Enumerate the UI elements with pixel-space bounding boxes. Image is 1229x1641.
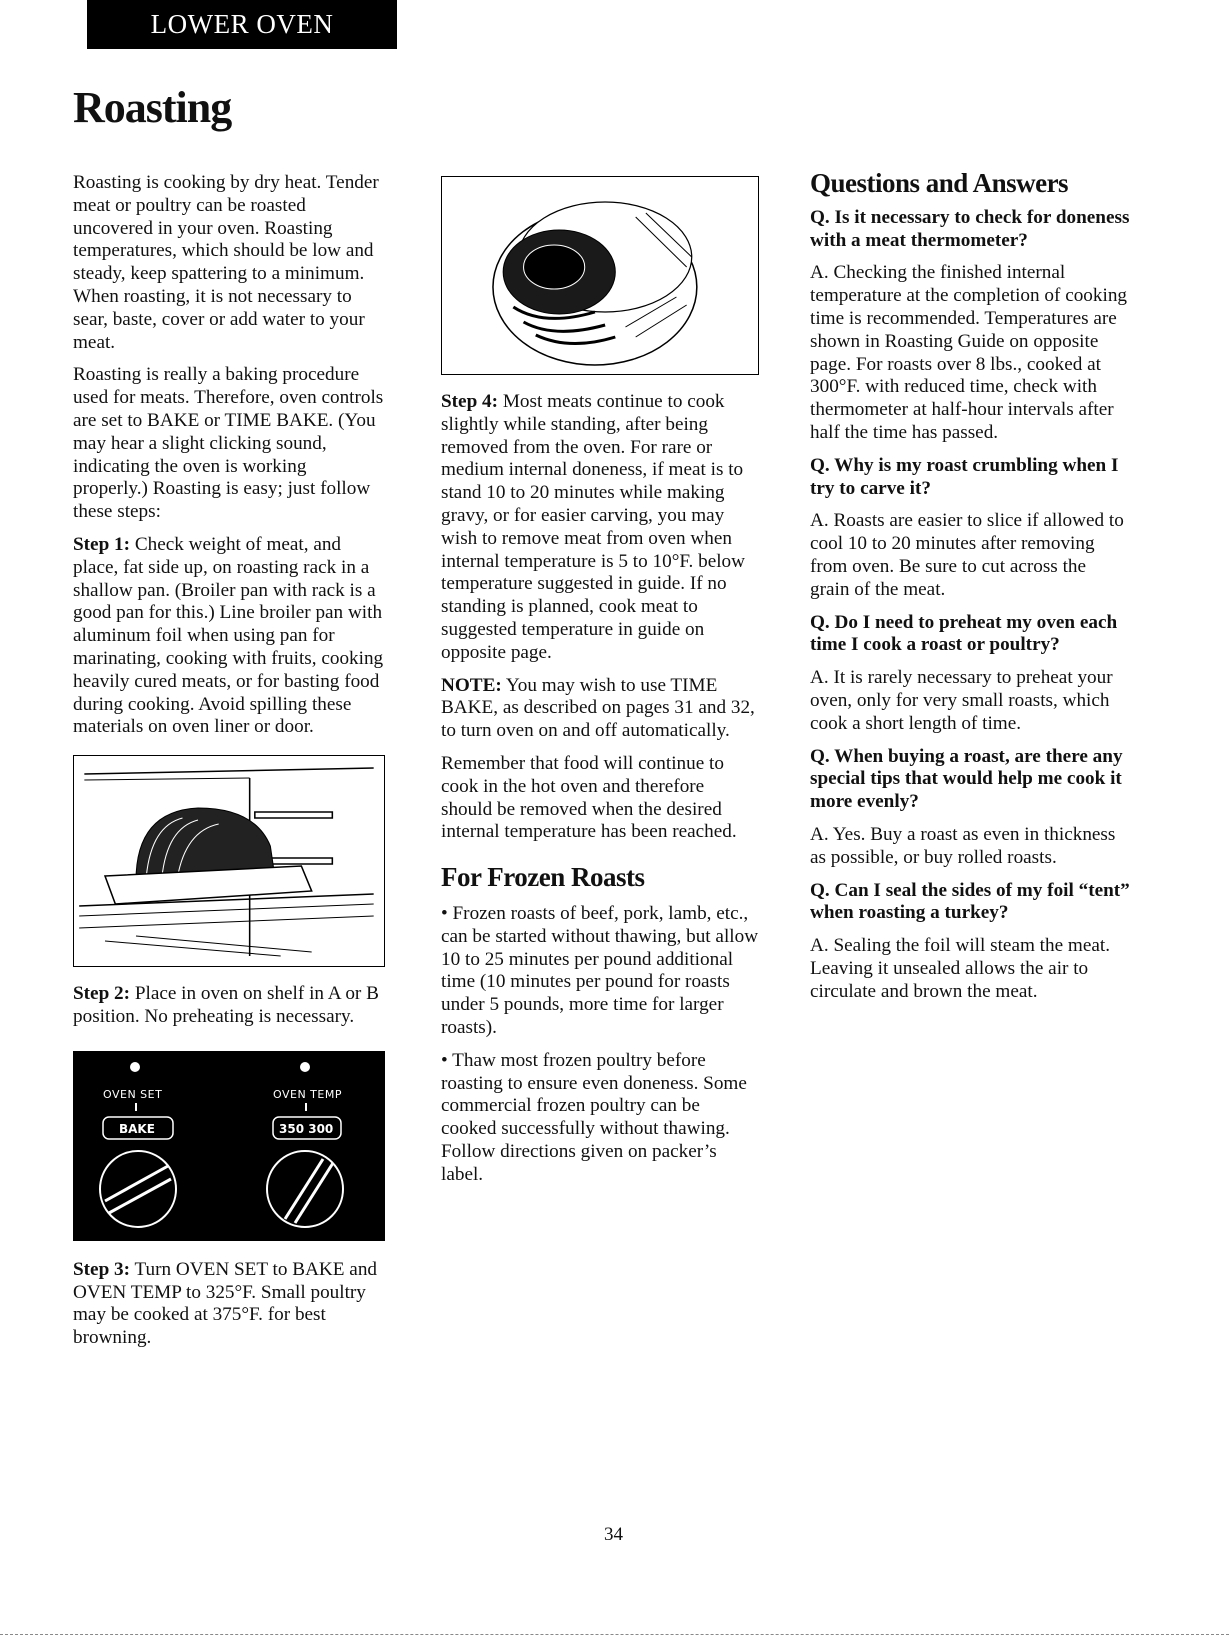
- step-4-text: Most meats continue to cook slightly while standing, after being removed from the oven. For rare or medium internal doneness, if meat is to stand 10 to 20 minutes while making gravy, or for easier carving, you may wish to remove meat from oven when internal temperature is 5 to 10°F. below temperature suggested in guide. If no standing is planned, cook meat to suggested temperature in guide on opposite page.: [441, 391, 746, 663]
- page-number: 34: [604, 1524, 623, 1545]
- qa-item: [810, 612, 1130, 736]
- roast-on-rack-illustration: [73, 755, 385, 967]
- answer-text: A. Sealing the foil will steam the meat. Leaving it unsealed allows the air to circulate and brown the meat.: [810, 935, 1111, 1002]
- answer-text: A. Roasts are easier to slice if allowed to cool 10 to 20 minutes after removing from oven. Be sure to cut across the grain of the meat.: [810, 510, 1124, 600]
- section-header-label: LOWER OVEN: [150, 9, 334, 39]
- qa-item: [810, 746, 1130, 870]
- qa-item: [810, 455, 1130, 602]
- step-1-label: Step 1:: [73, 533, 131, 555]
- step-4-label: Step 4:: [441, 391, 499, 412]
- qa-item: [810, 207, 1130, 445]
- note-paragraph: [441, 675, 759, 743]
- note-text: You may wish to use TIME BAKE, as described on pages 31 and 32, to turn oven on and off automatically.: [441, 674, 755, 742]
- answer-text: A. It is rarely necessary to preheat your oven, only for very small roasts, which cook a short length of time.: [810, 667, 1113, 734]
- frozen-bullet-2: • Thaw most frozen poultry before roasting to ensure even doneness. Some commercial frozen poultry can be cooked successfully without thawing. Follow directions given on packer’s label.: [441, 1049, 747, 1185]
- step-2-paragraph: [73, 983, 385, 1029]
- column-left: [73, 172, 385, 1360]
- oven-temp-label: OVEN TEMP: [273, 1087, 342, 1101]
- oven-control-panel-illustration: [73, 1051, 385, 1241]
- note-label: NOTE:: [441, 674, 502, 696]
- page-title: Roasting: [73, 83, 232, 132]
- temp-dial-label: 350 300: [279, 1121, 334, 1136]
- step-1-paragraph: [73, 534, 385, 739]
- step-3-label: Step 3:: [73, 1258, 131, 1280]
- section-header-band: [87, 0, 397, 49]
- step-2-label: Step 2:: [73, 983, 131, 1005]
- column-middle: [441, 176, 759, 1197]
- question-text: Q. When buying a roast, are there any special tips that would help me cook it more evenly?: [810, 745, 1123, 813]
- intro-paragraph: Roasting is cooking by dry heat. Tender meat or poultry can be roasted uncovered in your oven. Roasting temperatures, which should be low and steady, keep spattering to a minimum. When roasting, it is not necessary to sear, baste, cover or add water to your meat.: [73, 172, 379, 353]
- frozen-roasts-heading: For Frozen Roasts: [441, 862, 645, 893]
- step-2-text: Place in oven on shelf in A or B position. No preheating is necessary.: [73, 983, 379, 1027]
- step-3-paragraph: [73, 1259, 385, 1350]
- answer-text: A. Yes. Buy a roast as even in thickness as possible, or buy rolled roasts.: [810, 823, 1116, 868]
- oven-set-label: OVEN SET: [103, 1087, 163, 1101]
- qa-heading: Questions and Answers: [810, 168, 1069, 198]
- question-text: Q. Is it necessary to check for doneness with a meat thermometer?: [810, 206, 1130, 251]
- bottom-divider: [0, 1634, 1229, 1635]
- answer-text: A. Checking the finished internal temperature at the completion of cooking time is recommended. Temperatures are shown in Roasting Guide on opposite page. For roasts over 8 lbs., cooked at 300°F. with reduced time, check with thermometer at half-hour intervals after half the time has passed.: [810, 262, 1128, 443]
- question-text: Q. Do I need to preheat my oven each time I cook a roast or poultry?: [810, 611, 1118, 656]
- step-1-text: Check weight of meat, and place, fat side up, on roasting rack in a shallow pan. (Broiler pan with rack is a good pan for this.) Line broiler pan with aluminum foil when using pan for marinating, cooking with fruits, cooking heavily cured meats, or for basting food during cooking. Avoid spilling these materials on oven liner or door.: [73, 533, 384, 738]
- remember-paragraph: Remember that food will continue to cook in the hot oven and therefore should be removed when the desired internal temperature has been reached.: [441, 752, 737, 843]
- qa-item: [810, 880, 1130, 1004]
- question-text: Q. Why is my roast crumbling when I try to carve it?: [810, 454, 1119, 499]
- question-text: Q. Can I seal the sides of my foil “tent” when roasting a turkey?: [810, 879, 1130, 924]
- column-right: [810, 168, 1130, 1014]
- frozen-bullet-1: • Frozen roasts of beef, pork, lamb, etc., can be started without thawing, but allow 10 to 25 minutes per pound additional time (10 minutes per pound for roasts under 5 pounds, more time for larger roasts).: [441, 902, 759, 1038]
- bake-dial-label: BAKE: [119, 1121, 155, 1136]
- step-4-paragraph: [441, 391, 759, 665]
- sliced-roast-illustration: [441, 176, 759, 375]
- baking-procedure-paragraph: Roasting is really a baking procedure used for meats. Therefore, oven controls are set to BAKE or TIME BAKE. (You may hear a slight clicking sound, indicating the oven is working properly.) Roasting is easy; just follow these steps:: [73, 364, 384, 523]
- step-3-text: Turn OVEN SET to BAKE and OVEN TEMP to 325°F. Small poultry may be cooked at 375°F. for best browning.: [73, 1258, 378, 1349]
